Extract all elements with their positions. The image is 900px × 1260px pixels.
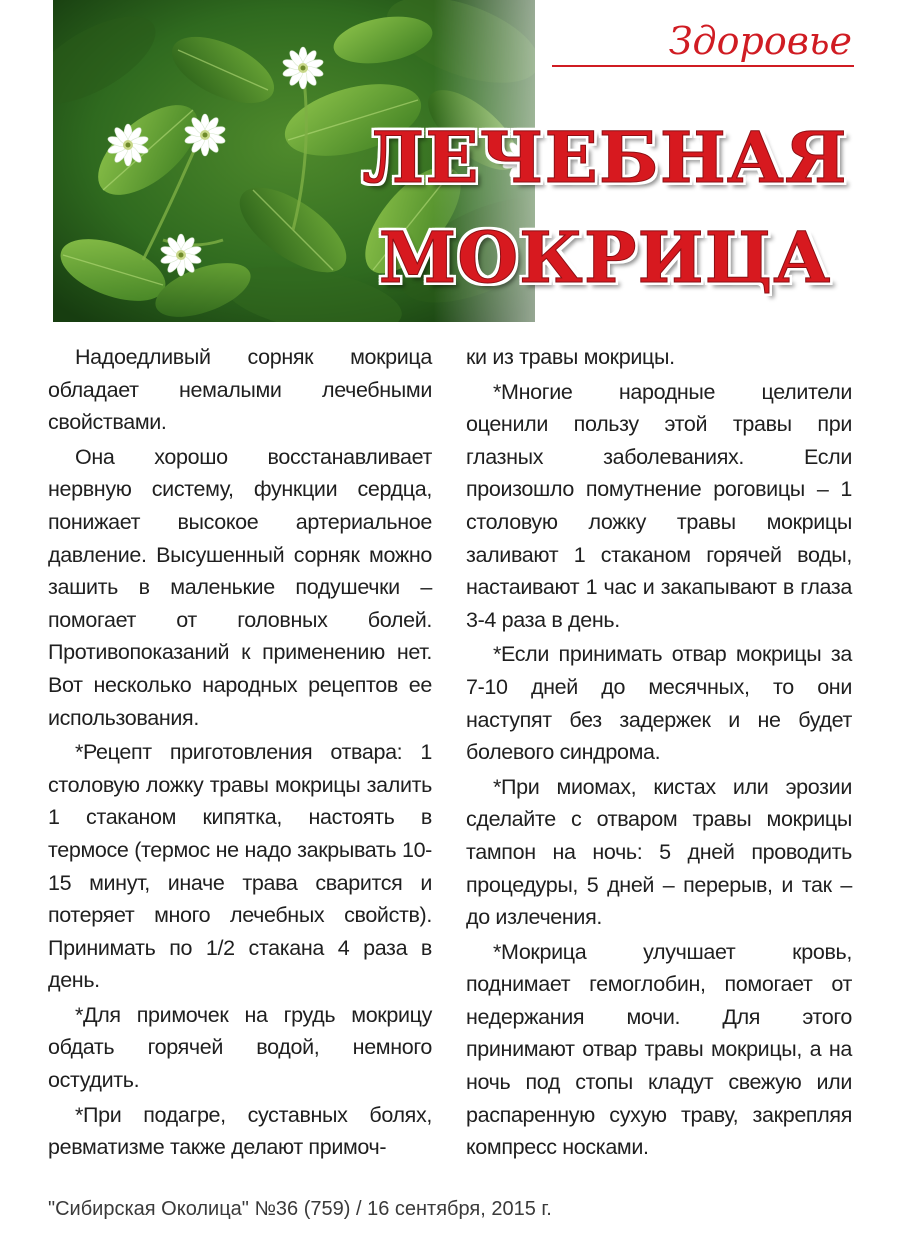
article-headline [340,108,870,308]
section-divider [552,65,854,67]
paragraph: *При подагре, суставных болях, ревматизме также делают примоч- [48,1102,432,1160]
paragraph-continuation: ки из травы мокрицы. [466,345,675,369]
paragraph: *Для примочек на грудь мокрицу обдать горячей водой, немного остудить. [48,1002,432,1093]
paragraph: *Если принимать отвар мокрицы за 7-10 дней до месячных, то они наступят без задержек и не будет болевого синдрома. [466,642,852,765]
paragraph: *Многие народные целители оценили пользу этой травы при глазных заболеваниях. Если произошло помутнение роговицы – 1 столовую ложку травы мокрицы заливают 1 стаканом горячей воды, настаивают 1 час и закапывают в глаза 3-4 раза в день. [466,379,852,632]
article-column-right [466,341,852,1166]
paragraph: Надоедливый сорняк мокрица обладает немалыми лечебными свойствами. [48,345,432,435]
article-column-left [48,341,432,1166]
section-label: Здоровье [668,19,852,63]
paragraph: *Рецепт приготовления отвара: 1 столовую ложку травы мокрицы залить 1 стаканом кипятка, настоять в термосе (термос не надо закрывать 10-15 минут, иначе трава сварится и потеряет много лечебных свойств). Принимать по 1/2 стакана 4 раза в день. [48,740,432,993]
headline-line-1: ЛЕЧЕБНАЯ [362,116,848,199]
paragraph: *При миомах, кистах или эрозии сделайте с отваром травы мокрицы тампон на ночь: 5 дней проводить процедуры, 5 дней – перерыв, и так – до излечения. [466,774,852,930]
paragraph: Она хорошо восстанавливает нервную систему, функции сердца, понижает высокое артериальное давление. Высушенный сорняк можно зашить в маленькие подушечки – помогает от головных болей. Противопоказаний к применению нет. Вот несколько народных рецептов ее использования. [48,444,432,730]
paragraph: *Мокрица улучшает кровь, поднимает гемоглобин, помогает от недержания мочи. Для этого принимают отвар травы мокрицы, а на ночь под стопы кладут свежую или распаренную сухую траву, закрепляя компресс носками. [466,939,852,1160]
headline-line-2: МОКРИЦА [378,216,832,299]
source-citation: "Сибирская Околица" №36 (759) / 16 сентября, 2015 г. [48,1198,552,1220]
